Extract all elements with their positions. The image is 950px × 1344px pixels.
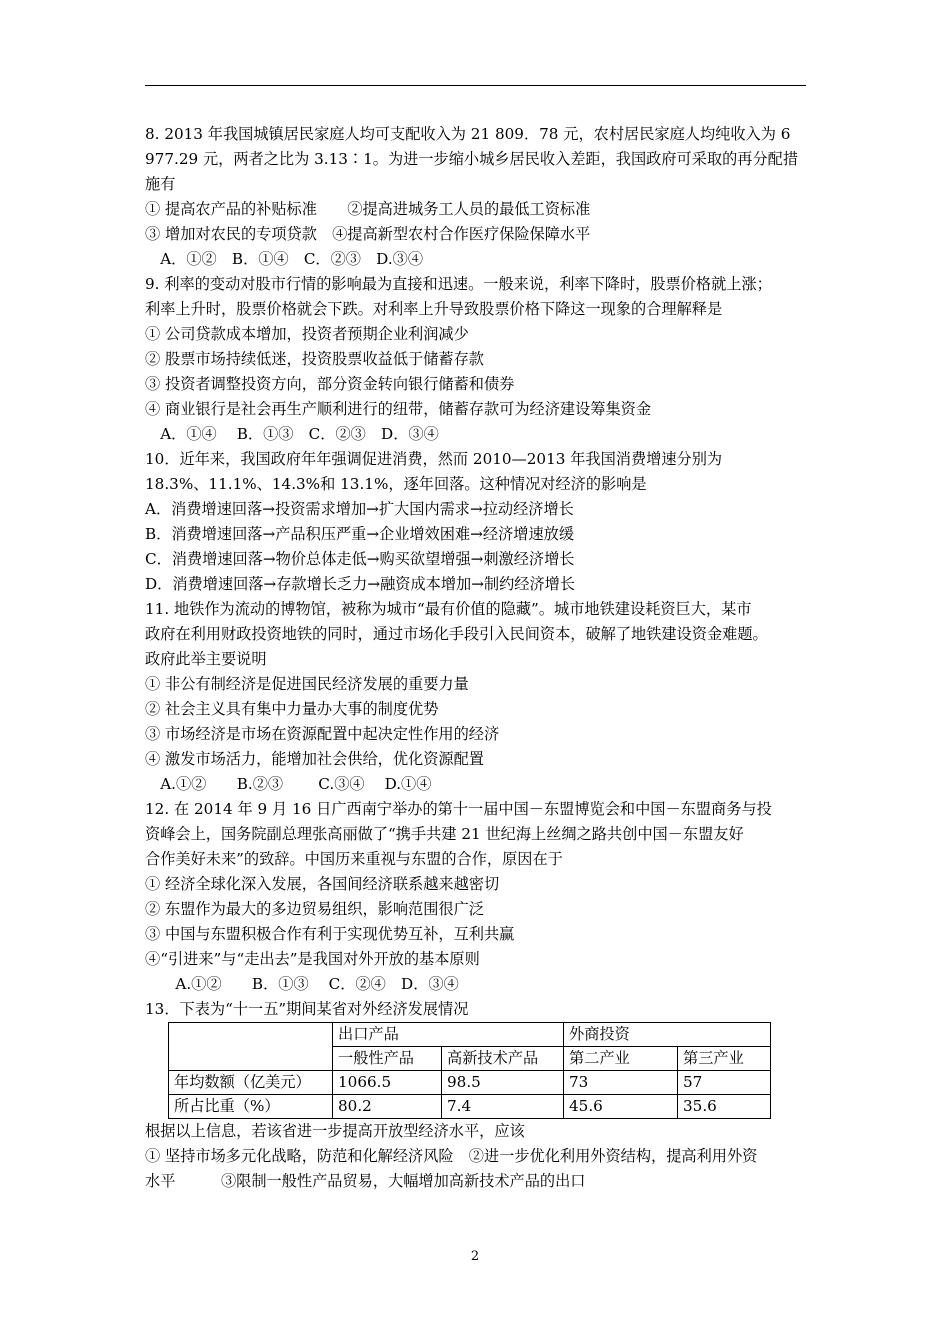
text-line: ③ 投资者调整投资方向，部分资金转向银行储蓄和债券 — [145, 375, 515, 393]
table-sub-header: 第三产业 — [678, 1047, 771, 1071]
text-line: ① 提高农产品的补贴标准 ②提高进城务工人员的最低工资标准 — [145, 200, 591, 218]
header-rule — [145, 85, 806, 86]
table-cell: 35.6 — [678, 1095, 771, 1119]
text-line: 水平 ③限制一般性产品贸易，大幅增加高新技术产品的出口 — [145, 1172, 586, 1190]
table-sub-header: 一般性产品 — [333, 1047, 442, 1071]
text-line: ④ 商业银行是社会再生产顺利进行的纽带，储蓄存款可为经济建设筹集资金 — [145, 400, 652, 418]
text-line: ② 东盟作为最大的多边贸易组织，影响范围很广泛 — [145, 900, 484, 918]
table-row-label: 年均数额（亿美元） — [169, 1071, 333, 1095]
table-cell: 98.5 — [442, 1071, 564, 1095]
text-line: 9. 利率的变动对股市行情的影响最为直接和迅速。一般来说，利率下降时，股票价格就上涨； — [145, 275, 772, 293]
text-line: B．消费增速回落→产品积压严重→企业增效困难→经济增速放缓 — [145, 525, 575, 543]
text-line: ① 公司贷款成本增加，投资者预期企业利润减少 — [145, 325, 469, 343]
text-line: 资峰会上，国务院副总理张高丽做了“携手共建 21 世纪海上丝绸之路共创中国－东盟友好 — [145, 825, 744, 843]
table-row — [169, 1095, 771, 1119]
text-line: ④ 激发市场活力，能增加社会供给，优化资源配置 — [145, 750, 484, 768]
table-corner-cell — [169, 1023, 333, 1071]
text-line: A．消费增速回落→投资需求增加→扩大国内需求→拉动经济增长 — [145, 500, 574, 518]
text-line: ① 非公有制经济是促进国民经济发展的重要力量 — [145, 675, 469, 693]
text-line: 13．下表为“十一五”期间某省对外经济发展情况 — [145, 1000, 469, 1018]
question-content — [145, 122, 815, 1194]
text-line: 政府在利用财政投资地铁的同时，通过市场化手段引入民间资本，破解了地铁建设资金难题。 — [145, 625, 768, 643]
text-line: ③ 市场经济是市场在资源配置中起决定性作用的经济 — [145, 725, 500, 743]
text-line: 977.29 元，两者之比为 3.13∶1。为进一步缩小城乡居民收入差距，我国政府可采取的再分配措 — [145, 150, 799, 168]
table-row — [169, 1071, 771, 1095]
text-line: C．消费增速回落→物价总体走低→购买欲望增强→刺激经济增长 — [145, 550, 575, 568]
table-cell: 7.4 — [442, 1095, 564, 1119]
table-sub-header: 高新技术产品 — [442, 1047, 564, 1071]
text-line: A.①② B.②③ C.③④ D.①④ — [145, 775, 432, 793]
text-line: ① 坚持市场多元化战略，防范和化解经济风险 ②进一步优化利用外资结构，提高利用外资 — [145, 1147, 758, 1165]
text-line: 11. 地铁作为流动的博物馆，被称为城市“最有价值的隐藏”。城市地铁建设耗资巨大，某市 — [145, 600, 752, 618]
text-line: 合作美好未来”的致辞。中国历来重视与东盟的合作，原因在于 — [145, 850, 563, 868]
text-line: 政府此举主要说明 — [145, 650, 267, 668]
text-line: 利率上升时，股票价格就会下跌。对利率上升导致股票价格下降这一现象的合理解释是 — [145, 300, 723, 318]
text-line: D．消费增速回落→存款增长乏力→融资成本增加→制约经济增长 — [145, 575, 576, 593]
text-line: ③ 增加对农民的专项贷款 ④提高新型农村合作医疗保险保障水平 — [145, 225, 591, 243]
text-line: ④“引进来”与“走出去”是我国对外开放的基本原则 — [145, 950, 480, 968]
table-group-header: 出口产品 — [333, 1023, 564, 1047]
text-line: 根据以上信息，若该省进一步提高开放型经济水平，应该 — [145, 1122, 525, 1140]
page-number: 2 — [470, 1249, 480, 1264]
table-cell: 45.6 — [564, 1095, 678, 1119]
text-line: A．①④ B．①③ C．②③ D．③④ — [145, 425, 439, 443]
text-line: A.①② B．①③ C．②④ D．③④ — [145, 975, 459, 993]
text-line: 施有 — [145, 175, 176, 193]
questions-8-to-13 — [145, 122, 815, 1022]
table-cell: 57 — [678, 1071, 771, 1095]
text-line: 12. 在 2014 年 9 月 16 日广西南宁举办的第十一届中国－东盟博览会和中国－东盟商务与投 — [145, 800, 772, 818]
text-line: ① 经济全球化深入发展，各国间经济联系越来越密切 — [145, 875, 500, 893]
table-cell: 1066.5 — [333, 1071, 442, 1095]
text-line: 10．近年来，我国政府年年强调促进消费，然而 2010—2013 年我国消费增速分别为 — [145, 450, 723, 468]
economy-table — [168, 1022, 771, 1119]
table-sub-header: 第二产业 — [564, 1047, 678, 1071]
text-line: ③ 中国与东盟积极合作有利于实现优势互补，互利共赢 — [145, 925, 515, 943]
table-cell: 73 — [564, 1071, 678, 1095]
text-line: 18.3%、11.1%、14.3%和 13.1%，逐年回落。这种情况对经济的影响是 — [145, 475, 647, 493]
question-13-tail — [145, 1119, 815, 1194]
text-line: ② 股票市场持续低迷，投资股票收益低于储蓄存款 — [145, 350, 484, 368]
table-row-label: 所占比重（%） — [169, 1095, 333, 1119]
text-line: A．①② B．①④ C．②③ D.③④ — [145, 250, 424, 268]
text-line: 8. 2013 年我国城镇居民家庭人均可支配收入为 21 809．78 元，农村居民家庭人均纯收入为 6 — [145, 125, 791, 143]
table-group-header-row — [169, 1023, 771, 1047]
table-cell: 80.2 — [333, 1095, 442, 1119]
table-group-header: 外商投资 — [564, 1023, 771, 1047]
text-line: ② 社会主义具有集中力量办大事的制度优势 — [145, 700, 439, 718]
